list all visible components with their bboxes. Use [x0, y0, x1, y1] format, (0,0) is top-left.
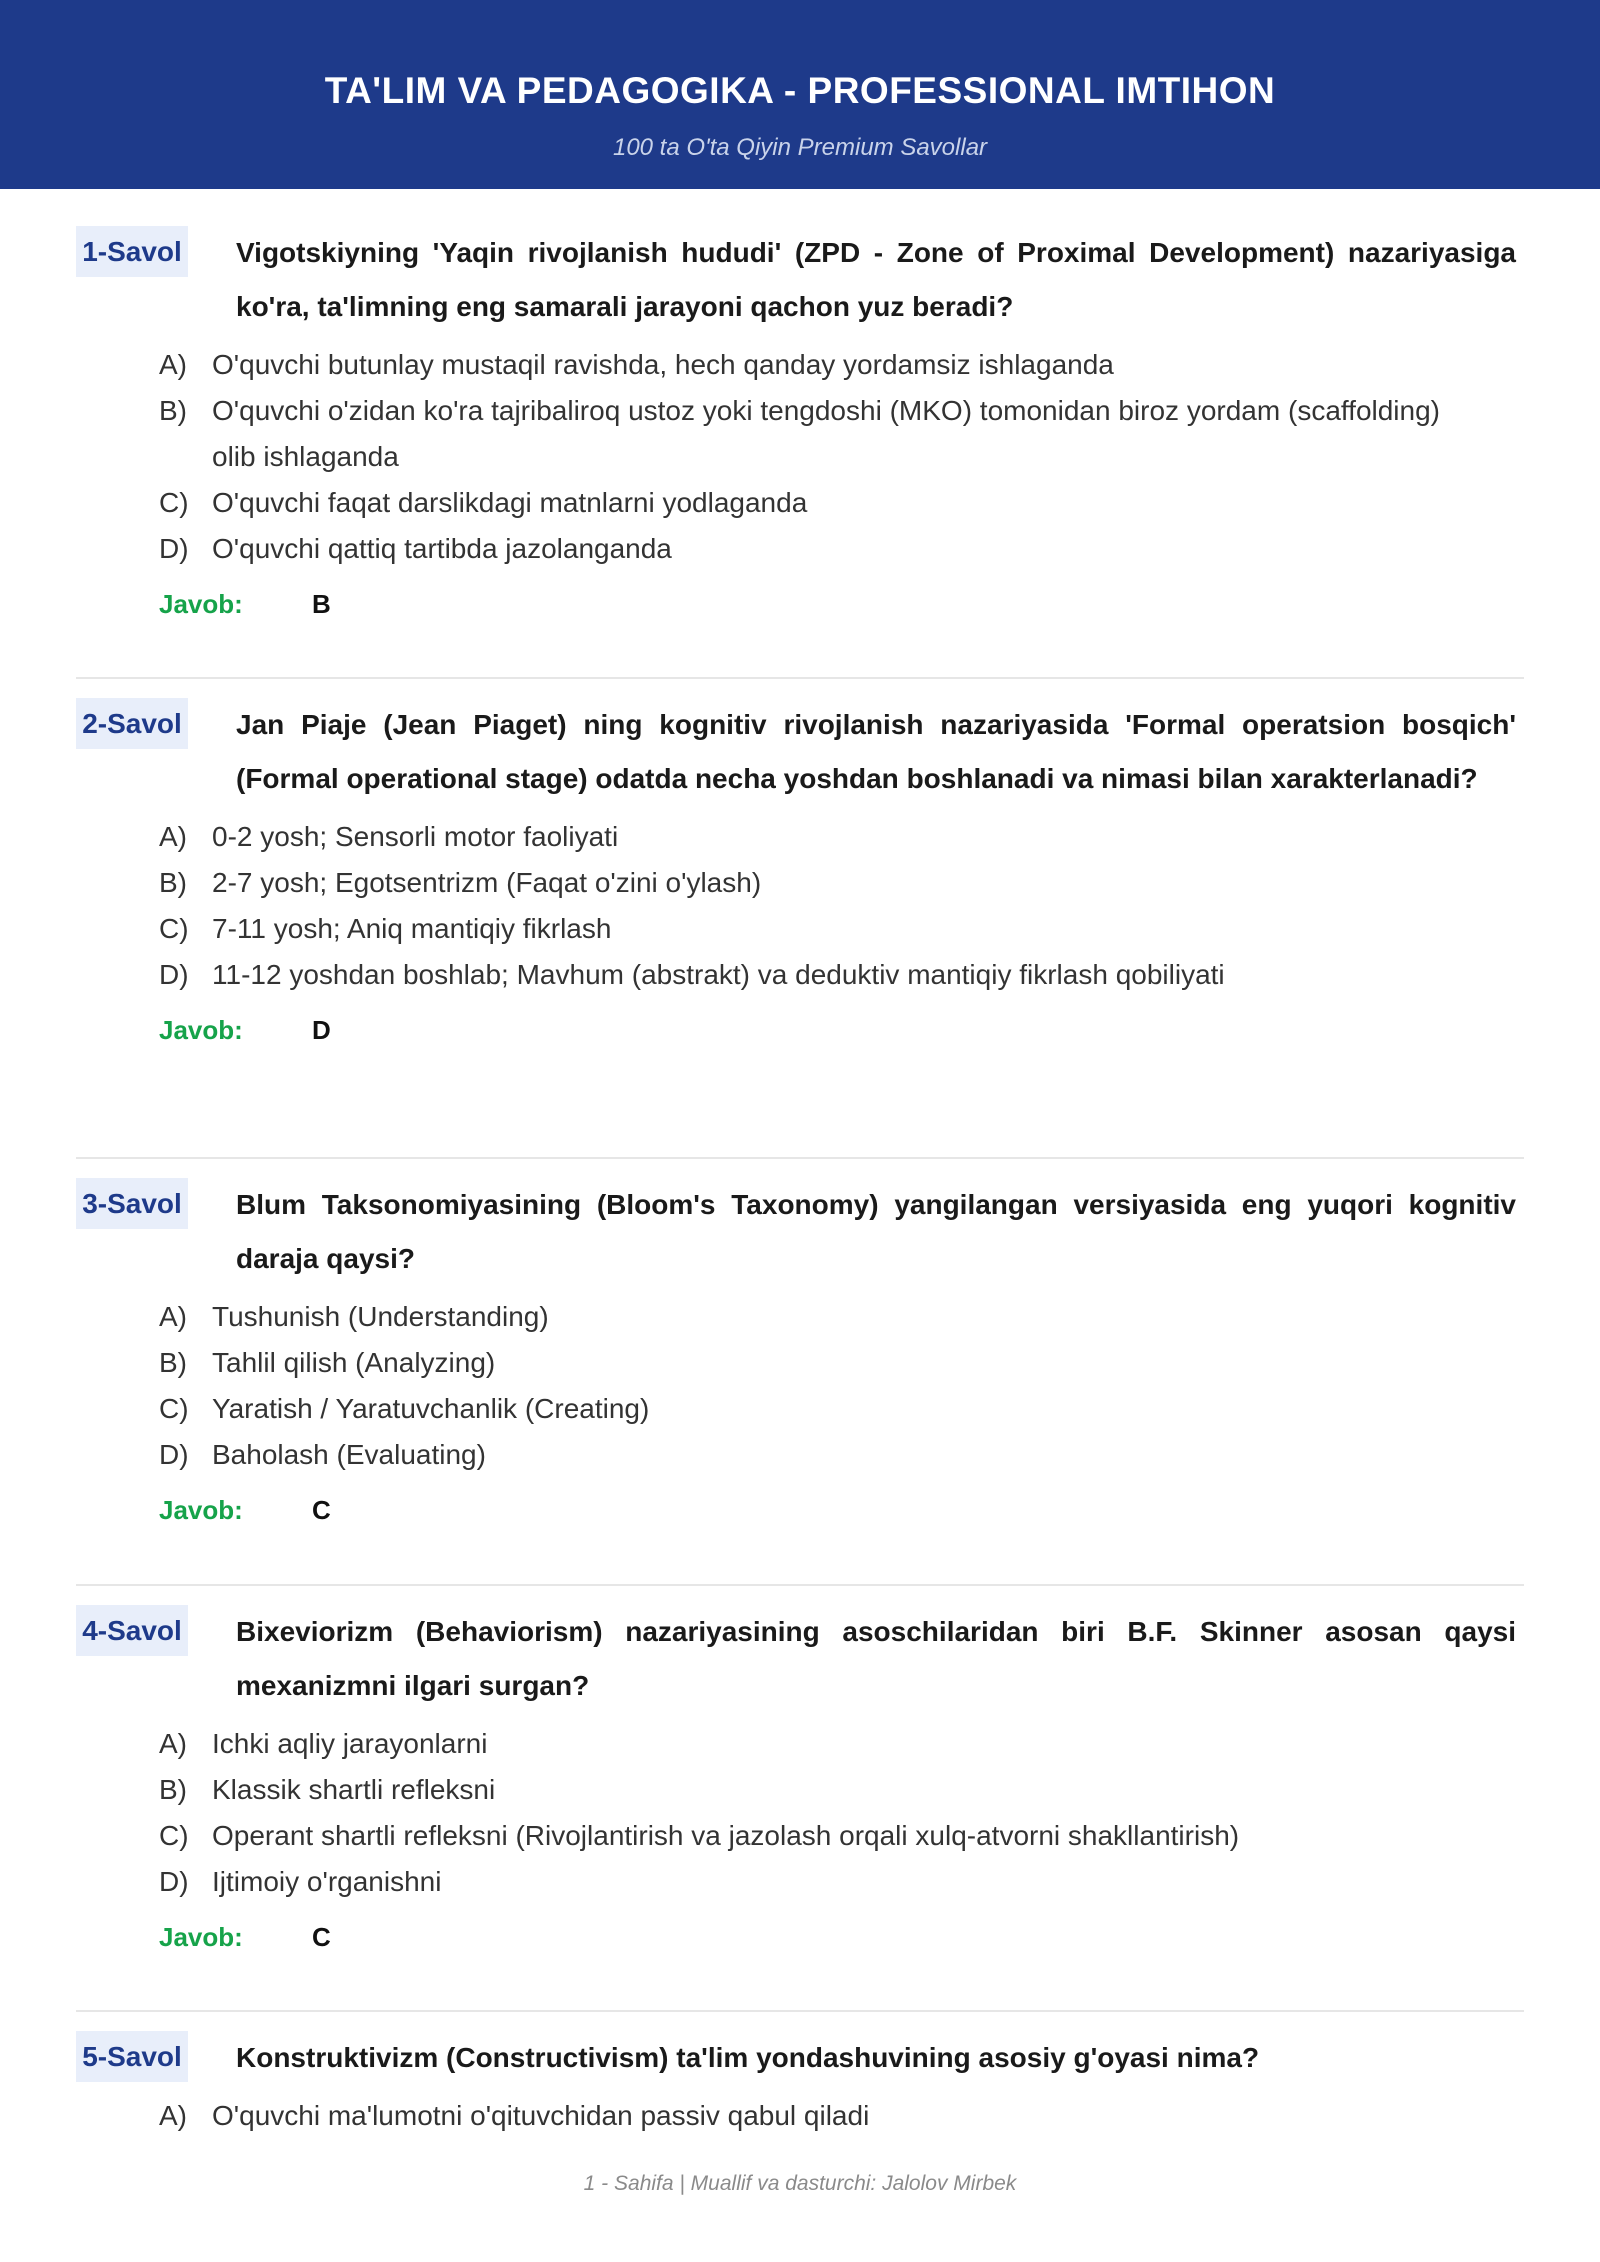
option-text: O'quvchi o'zidan ko'ra tajribaliroq ustoz yoki tengdoshi (MKO) tomonidan biroz yordam (scaffolding) olib ishlaganda [212, 395, 1440, 472]
option-letter: D) [159, 1866, 189, 1897]
option-d [159, 1432, 1524, 1478]
option-text: O'quvchi qattiq tartibda jazolanganda [212, 533, 672, 564]
option-text: O'quvchi faqat darslikdagi matnlarni yodlaganda [212, 487, 808, 518]
answer-row [159, 584, 1524, 624]
option-text: O'quvchi ma'lumotni o'qituvchidan passiv qabul qiladi [212, 2100, 870, 2131]
option-text: 0-2 yosh; Sensorli motor faoliyati [212, 821, 619, 852]
option-text: Ijtimoiy o'rganishni [212, 1866, 442, 1897]
question-text: Bixeviorizm (Behaviorism) nazariyasining asoschilaridan biri B.F. Skinner asosan qaysi mexanizmni ilgari surgan? [236, 1616, 1516, 1701]
option-a [159, 814, 1524, 860]
question-text: Jan Piaje (Jean Piaget) ning kognitiv rivojlanish nazariyasida 'Formal operatsion bosqich' (Formal operational stage) odatda necha yoshdan boshlanadi va nimasi bilan xarakterlanadi? [236, 709, 1516, 794]
answer-label: Javob: [159, 589, 243, 619]
page-title: TA'LIM VA PEDAGOGIKA - PROFESSIONAL IMTIHON [324, 70, 1276, 111]
option-letter: C) [159, 1393, 189, 1424]
option-text: Klassik shartli refleksni [212, 1774, 496, 1805]
answer-row [159, 1917, 1524, 1957]
question-number: 3-Savol [76, 1178, 188, 1229]
option-text: Tushunish (Understanding) [212, 1301, 549, 1332]
question-text: Vigotskiyning 'Yaqin rivojlanish hududi' (ZPD - Zone of Proximal Development) nazariyasiga ko'ra, ta'limning eng samarali jarayoni qachon yuz beradi? [236, 237, 1516, 322]
answer-label: Javob: [159, 1015, 243, 1045]
question-number: 1-Savol [76, 226, 188, 277]
option-d [159, 1859, 1524, 1905]
option-letter: C) [159, 913, 189, 944]
divider [76, 1584, 1524, 1586]
option-letter: B) [159, 395, 187, 426]
option-text: Baholash (Evaluating) [212, 1439, 486, 1470]
option-a [159, 2093, 1524, 2139]
option-b [159, 1767, 1524, 1813]
option-text: Operant shartli refleksni (Rivojlantirish va jazolash orqali xulq-atvorni shakllantirish) [212, 1820, 1240, 1851]
options-list [159, 342, 1524, 572]
option-text: Ichki aqliy jarayonlarni [212, 1728, 488, 1759]
option-letter: A) [159, 821, 187, 852]
answer-value: D [312, 1015, 331, 1045]
question-4 [76, 1607, 1524, 1957]
options-list [159, 814, 1524, 998]
option-d [159, 526, 1524, 572]
option-text: Yaratish / Yaratuvchanlik (Creating) [212, 1393, 650, 1424]
question-number: 4-Savol [76, 1605, 188, 1656]
option-letter: B) [159, 867, 187, 898]
option-letter: C) [159, 1820, 189, 1851]
option-letter: C) [159, 487, 189, 518]
option-a [159, 342, 1524, 388]
option-text: Tahlil qilish (Analyzing) [212, 1347, 496, 1378]
answer-label: Javob: [159, 1495, 243, 1525]
question-5 [76, 2033, 1524, 2139]
answer-value: B [312, 589, 331, 619]
question-number: 2-Savol [76, 698, 188, 749]
option-b [159, 860, 1524, 906]
option-letter: A) [159, 349, 187, 380]
answer-row [159, 1010, 1524, 1050]
question-3 [76, 1180, 1524, 1530]
options-list [159, 1721, 1524, 1905]
option-letter: A) [159, 2100, 187, 2131]
option-a [159, 1721, 1524, 1767]
option-letter: D) [159, 959, 189, 990]
divider [76, 677, 1524, 679]
page-header [0, 0, 1600, 189]
option-c [159, 1813, 1524, 1859]
page-footer: 1 - Sahifa | Muallif va dasturchi: Jalolov Mirbek [583, 2172, 1017, 2195]
answer-value: C [312, 1922, 331, 1952]
options-list [159, 2093, 1524, 2139]
divider [76, 1157, 1524, 1159]
option-a [159, 1294, 1524, 1340]
option-letter: A) [159, 1728, 187, 1759]
options-list [159, 1294, 1524, 1478]
option-letter: D) [159, 1439, 189, 1470]
option-c [159, 1386, 1524, 1432]
option-letter: B) [159, 1774, 187, 1805]
question-number: 5-Savol [76, 2031, 188, 2082]
question-text: Konstruktivizm (Constructivism) ta'lim yondashuvining asosiy g'oyasi nima? [236, 2042, 1260, 2073]
answer-value: C [312, 1495, 331, 1525]
option-c [159, 906, 1524, 952]
option-b [159, 1340, 1524, 1386]
question-text: Blum Taksonomiyasining (Bloom's Taxonomy) yangilangan versiyasida eng yuqori kognitiv daraja qaysi? [236, 1189, 1516, 1274]
question-1 [76, 228, 1524, 624]
option-text: O'quvchi butunlay mustaqil ravishda, hech qanday yordamsiz ishlaganda [212, 349, 1114, 380]
option-letter: D) [159, 533, 189, 564]
option-text: 7-11 yosh; Aniq mantiqiy fikrlash [212, 913, 612, 944]
option-letter: B) [159, 1347, 187, 1378]
answer-label: Javob: [159, 1922, 243, 1952]
option-d [159, 952, 1524, 998]
answer-row [159, 1490, 1524, 1530]
question-2 [76, 700, 1524, 1050]
option-letter: A) [159, 1301, 187, 1332]
option-text: 2-7 yosh; Egotsentrizm (Faqat o'zini o'ylash) [212, 867, 762, 898]
page-subtitle: 100 ta O'ta Qiyin Premium Savollar [612, 134, 988, 161]
divider [76, 2010, 1524, 2012]
option-b [159, 388, 1524, 480]
option-text: 11-12 yoshdan boshlab; Mavhum (abstrakt) va deduktiv mantiqiy fikrlash qobiliyati [212, 959, 1225, 990]
option-c [159, 480, 1524, 526]
